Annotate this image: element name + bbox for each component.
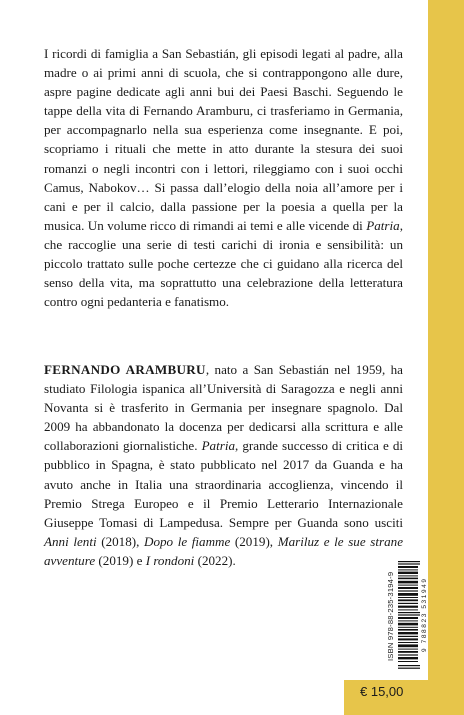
bio-text: , grande successo di critica e di pubblico in Spagna, è stato pubblicato nel 2017 da Guanda e ha avuto anche in Italia una straordinaria accoglienza, vincendo il Premio Strega Europeo e il Premio Letterario Internazionale Giuseppe Tomasi di Lampedusa. Sempre per Guanda sono usciti — [44, 438, 403, 530]
book-title-mariluz: Mariluz e le sue strane avventure — [44, 533, 404, 568]
blurb-text: I ricordi di famiglia a San Sebastián, gli episodi legati al padre, alla madre o ai primi anni di scuola, che si contrappongono alle dure, aspre pagine dedicate agli anni bui dei Paesi Baschi. Seguendo le tappe della vita di Fernando Aramburu, ci trasferiamo in Germania, per accompagnarlo nella sua esperienza come insegnante. E poi, scopriamo i rituali che mette in atto durante la stesura dei suoi romanzi o negli incontri con i lettori, rileggiamo con i suoi occhi Camus, Nabokov… Si passa dall’elogio della noia all’amore per i cani e per il calcio, dalla passione per la poesia a quella per la musica. Un volume ricco di rimandi ai temi e alle vicende di — [44, 46, 403, 233]
bio-text: (2022). — [194, 552, 236, 568]
blurb-text-end: , che raccoglie una serie di testi carichi di ironia e sensibilità: un piccolo trattato sulle poche certezze che ci guidano alla ricerca del senso della vita, ma soprattutto una celebrazione della letteratura contro ogni pedanteria e fanatismo. — [44, 217, 403, 310]
yellow-spine-strip — [428, 0, 464, 715]
author-name: FERNANDO ARAMBURU — [44, 362, 206, 377]
author-bio-paragraph — [44, 360, 403, 570]
price-label: € 15,00 — [360, 684, 404, 699]
blurb-paragraph — [44, 44, 403, 311]
book-title-i-rondoni: I rondoni — [145, 552, 195, 568]
bio-text: (2018), — [96, 533, 144, 549]
book-title-patria: Patria — [201, 438, 236, 454]
isbn-label: ISBN 978-88-235-3194-9 — [386, 571, 395, 661]
bio-text: (2019) e — [95, 552, 146, 568]
barcode-icon — [398, 561, 420, 669]
barcode-digits: 9 788823 531949 — [421, 577, 428, 653]
book-title-anni-lenti: Anni lenti — [44, 533, 97, 549]
bio-text: (2019), — [230, 533, 278, 549]
bio-text: , nato a San Sebastián nel 1959, ha studiato Filologia ispanica all’Università di Saragozza e negli anni Novanta si è trasferito in Germania per insegnare spagnolo. Dal 2009 ha abbandonato la docenza per dedicarsi alla scrittura e alle collaborazioni giornalistiche. — [44, 362, 403, 454]
book-title-dopo-le-fiamme: Dopo le fiamme — [144, 533, 231, 549]
book-title-patria: Patria — [366, 217, 400, 233]
